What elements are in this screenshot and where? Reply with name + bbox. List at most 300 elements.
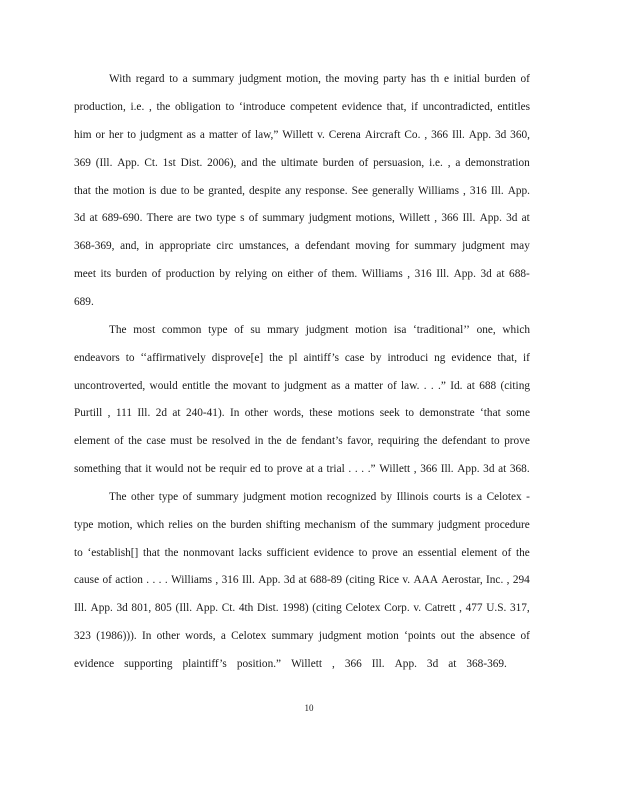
word: at <box>521 212 530 224</box>
word: , <box>148 101 152 113</box>
word: i.e. <box>429 157 443 169</box>
word: a <box>294 240 300 252</box>
word: to <box>264 463 274 475</box>
word: App. <box>394 658 417 670</box>
word: (Ill. <box>175 602 193 614</box>
word: or <box>95 129 105 141</box>
word: persuasion, <box>373 157 425 169</box>
word: , <box>434 212 438 224</box>
word: th <box>430 73 440 85</box>
word: motion <box>355 324 388 336</box>
word: at <box>498 463 507 475</box>
word: .” <box>367 463 376 475</box>
word: Willett <box>399 212 431 224</box>
word: the <box>164 547 179 559</box>
word: judgment <box>308 212 352 224</box>
word: mmary <box>267 324 300 336</box>
word: App. <box>195 602 219 614</box>
word: 688- <box>509 268 530 280</box>
word: at <box>89 212 98 224</box>
word: to <box>169 73 178 85</box>
word: motion, <box>97 519 133 531</box>
p3-line-5 <box>74 601 530 615</box>
word: other <box>131 491 155 503</box>
word: them. <box>331 268 358 280</box>
word: of <box>102 574 112 586</box>
word: to <box>405 407 414 419</box>
word: 240-41). <box>185 407 225 419</box>
word: cause <box>74 574 100 586</box>
word: production, <box>74 101 126 113</box>
word: 2006), <box>207 157 237 169</box>
word: on <box>271 268 283 280</box>
word: the <box>423 435 438 447</box>
word: (citing <box>312 602 342 614</box>
word: Purtill <box>74 407 103 419</box>
word: entitles <box>497 101 530 113</box>
word: 3d <box>494 129 507 141</box>
p2-line-4 <box>74 406 530 420</box>
word: appropriate <box>159 240 211 252</box>
word: , <box>447 157 451 169</box>
word: 323 <box>74 630 91 642</box>
word: 368. <box>509 463 530 475</box>
word: despite <box>248 185 281 197</box>
word: requiring <box>377 435 420 447</box>
word: 369 <box>74 157 91 169</box>
word: 368-369. <box>466 658 507 670</box>
word: a <box>199 129 205 141</box>
p1-line-2 <box>74 100 530 114</box>
word: (citing <box>500 380 530 392</box>
word: . <box>152 574 156 586</box>
word: either <box>287 268 314 280</box>
word: entitle <box>182 380 211 392</box>
p3-line-3 <box>74 546 530 560</box>
word: Catrett <box>424 602 456 614</box>
word: Ill. <box>440 463 454 475</box>
word: (citing <box>345 574 375 586</box>
word: ‘traditional’’ <box>413 324 470 336</box>
word: , <box>331 658 335 670</box>
word: App. <box>468 129 492 141</box>
word: There <box>146 212 173 224</box>
word: and, <box>120 240 140 252</box>
word: defendant <box>441 435 487 447</box>
word: 805 <box>154 602 172 614</box>
word: response. <box>305 185 348 197</box>
word: of <box>234 324 244 336</box>
word: In <box>141 630 152 642</box>
word: element <box>461 547 498 559</box>
word: . <box>146 574 150 586</box>
word: two <box>195 212 213 224</box>
word: action <box>115 574 143 586</box>
word: position.” <box>236 658 282 670</box>
word: of <box>114 435 124 447</box>
word: of <box>387 380 397 392</box>
p1-line-7 <box>74 239 530 253</box>
word: obligation <box>174 101 221 113</box>
word: v. <box>402 574 411 586</box>
word: With <box>109 73 132 85</box>
word: which <box>136 519 165 531</box>
word: mechanism <box>304 519 356 531</box>
word: 3d <box>506 212 518 224</box>
word: The <box>109 491 127 503</box>
word: 801, <box>131 602 152 614</box>
word: 316 <box>221 574 239 586</box>
word: at <box>496 268 505 280</box>
word: App. <box>479 212 502 224</box>
word: Rice <box>378 574 400 586</box>
word: . <box>348 463 352 475</box>
word: is <box>148 185 157 197</box>
word: i.e. <box>130 101 145 113</box>
word: Willett <box>379 463 411 475</box>
word: by <box>380 491 393 503</box>
word: introduci <box>387 352 429 364</box>
word: 366 <box>420 463 438 475</box>
word: 688-89 <box>310 574 343 586</box>
word: Ill. <box>371 658 385 670</box>
word: See <box>351 185 368 197</box>
word: judgment <box>284 380 327 392</box>
word: favor, <box>347 435 374 447</box>
word: the <box>269 352 283 364</box>
word: aintiff’s <box>303 352 340 364</box>
word: something <box>74 463 122 475</box>
word: a <box>182 73 188 85</box>
p1-line-9 <box>74 295 530 309</box>
word: prove <box>276 463 303 475</box>
word: as <box>331 380 341 392</box>
word: to <box>74 547 83 559</box>
word: of <box>520 73 530 85</box>
word: Ct. <box>144 157 158 169</box>
word: to <box>180 185 190 197</box>
word: him <box>74 129 92 141</box>
word: 294 <box>512 574 530 586</box>
p1-line-6 <box>74 211 530 225</box>
word: 360, <box>510 129 530 141</box>
word: the <box>214 380 229 392</box>
word: recognized <box>326 491 377 503</box>
word: in <box>144 240 154 252</box>
word: Ill. <box>462 212 476 224</box>
word: meet <box>74 268 96 280</box>
p3-line-2 <box>74 518 530 532</box>
word: 3d <box>116 602 128 614</box>
word: Ct. <box>221 602 236 614</box>
word: motions <box>337 407 375 419</box>
word: summary <box>414 240 457 252</box>
p2-line-2 <box>74 351 530 365</box>
word: 366 <box>431 129 449 141</box>
word: the <box>156 101 171 113</box>
word: uncontroverted, <box>74 380 146 392</box>
word: summary <box>391 519 434 531</box>
p1-line-4 <box>74 156 530 170</box>
word: for <box>395 240 409 252</box>
word: a <box>344 380 350 392</box>
word: of <box>248 212 259 224</box>
word: evidence <box>74 658 115 670</box>
word: , <box>407 268 411 280</box>
word: is <box>465 491 473 503</box>
word: the <box>128 435 142 447</box>
word: granted, <box>208 185 245 197</box>
word: prove <box>372 547 398 559</box>
word: Celotex <box>345 602 381 614</box>
word: 317, <box>509 602 530 614</box>
word: supporting <box>124 658 173 670</box>
word: ‘that <box>480 407 501 419</box>
word: Dist. <box>180 157 203 169</box>
word: competent <box>290 101 338 113</box>
word: evidence <box>313 547 354 559</box>
word: 368-369, <box>74 240 115 252</box>
word: some <box>506 407 530 419</box>
word: U.S. <box>486 602 507 614</box>
p3-line-1 <box>109 490 530 504</box>
word: AAA <box>413 574 438 586</box>
word: Ill. <box>490 185 504 197</box>
word: its <box>100 268 112 280</box>
word: that, <box>386 101 407 113</box>
word: 2d <box>155 407 167 419</box>
page-number: 10 <box>304 703 314 713</box>
word: 3d <box>483 463 495 475</box>
word: circ <box>216 240 234 252</box>
word: fendant’s <box>301 435 343 447</box>
word: production <box>165 268 215 280</box>
word: has <box>410 73 426 85</box>
word: 3d <box>74 212 86 224</box>
word: 688 <box>479 380 497 392</box>
p1-line-8 <box>74 267 530 281</box>
word: relies <box>168 519 193 531</box>
word: due <box>160 185 177 197</box>
word: summary <box>262 212 305 224</box>
word: the <box>262 157 277 169</box>
word: to <box>490 435 500 447</box>
word: words, <box>273 407 304 419</box>
word: ultimate <box>280 157 318 169</box>
word: any <box>284 185 302 197</box>
word: requir <box>219 463 247 475</box>
word: may <box>510 240 530 252</box>
p3-line-6 <box>74 629 530 643</box>
word: at <box>466 380 475 392</box>
word: App. <box>453 268 476 280</box>
word: 3d <box>480 268 492 280</box>
word: trial <box>326 463 345 475</box>
word: Ill. <box>137 407 151 419</box>
word: 4th <box>238 602 254 614</box>
word: type <box>208 324 228 336</box>
word: that <box>74 185 91 197</box>
word: disprove[e] <box>211 352 264 364</box>
word: Celotex <box>486 491 522 503</box>
word: , <box>424 129 428 141</box>
word: in <box>254 435 264 447</box>
word: Dist. <box>256 602 279 614</box>
word: v. <box>413 602 422 614</box>
word: judgment <box>305 324 349 336</box>
word: the <box>460 630 475 642</box>
word: s <box>240 212 245 224</box>
word: be <box>205 463 216 475</box>
word: Cerena <box>328 129 361 141</box>
word: . <box>354 463 358 475</box>
word: a <box>220 630 226 642</box>
word: one, <box>476 324 496 336</box>
word: of <box>241 129 252 141</box>
word: ‘points <box>404 630 436 642</box>
word: Illinois <box>396 491 429 503</box>
p2-line-6 <box>74 462 530 476</box>
word: Ill. <box>451 129 465 141</box>
word: procedure <box>484 519 530 531</box>
word: e <box>443 73 449 85</box>
word: initial <box>453 73 480 85</box>
word: resolved <box>211 435 251 447</box>
word: App. <box>117 157 140 169</box>
word: judgment <box>243 491 286 503</box>
word: Williams <box>361 268 403 280</box>
word: nonmovant <box>183 547 234 559</box>
p3-line-4 <box>74 573 530 587</box>
word: to <box>225 101 235 113</box>
word: , <box>459 602 462 614</box>
word: (1986))). <box>96 630 137 642</box>
word: must <box>170 435 193 447</box>
word: summary <box>192 73 235 85</box>
word: would <box>149 380 178 392</box>
word: The <box>109 324 127 336</box>
word: evidence <box>341 101 382 113</box>
word: be <box>196 435 208 447</box>
word: of <box>360 519 370 531</box>
p1-line-5 <box>74 184 530 198</box>
word: law. <box>401 380 420 392</box>
word: courts <box>432 491 461 503</box>
word: 689-690. <box>101 212 143 224</box>
word: moving <box>355 240 390 252</box>
word: are <box>177 212 192 224</box>
word: the <box>373 519 388 531</box>
word: that <box>143 547 160 559</box>
word: type <box>158 491 179 503</box>
word: sufficient <box>266 547 310 559</box>
word: 316 <box>414 268 432 280</box>
word: evidence <box>451 352 492 364</box>
word: to <box>125 352 135 364</box>
word: judgment <box>139 129 183 141</box>
word: Willett <box>291 658 322 670</box>
word: motion, <box>286 73 321 85</box>
word: ed <box>250 463 261 475</box>
word: to <box>358 547 368 559</box>
word: would <box>155 463 184 475</box>
word: motion <box>112 185 145 197</box>
word: 366 <box>344 658 362 670</box>
word: essential <box>417 547 457 559</box>
word: by <box>370 352 382 364</box>
word: judgment <box>318 630 362 642</box>
word: App. <box>507 185 530 197</box>
word: her <box>108 129 124 141</box>
word: matter <box>208 129 238 141</box>
word: Ill. <box>241 574 255 586</box>
word: . <box>158 574 162 586</box>
word: by <box>219 268 231 280</box>
word: , <box>413 463 417 475</box>
word: Inc. <box>486 574 504 586</box>
word: endeavors <box>74 352 120 364</box>
word: lacks <box>238 547 262 559</box>
word: on <box>196 519 209 531</box>
word: of <box>317 268 328 280</box>
word: demonstration <box>465 157 530 169</box>
word: pl <box>288 352 298 364</box>
word: . <box>164 574 168 586</box>
word: ‘establish[] <box>87 547 139 559</box>
p2-line-5 <box>74 434 530 448</box>
word: shifting <box>265 519 301 531</box>
word: Aircraft <box>364 129 401 141</box>
word: 366 <box>441 212 459 224</box>
word: motion <box>366 630 399 642</box>
word: words, <box>185 630 216 642</box>
word: su <box>250 324 261 336</box>
word: Williams <box>171 574 213 586</box>
word: type <box>74 519 94 531</box>
word: ng <box>434 352 446 364</box>
word: Co. <box>404 129 421 141</box>
word: prove <box>504 435 530 447</box>
word: as <box>186 129 196 141</box>
word: that, <box>497 352 518 364</box>
word: Williams <box>418 185 459 197</box>
word: party <box>383 73 407 85</box>
word: uncontradicted, <box>422 101 493 113</box>
word: of <box>182 491 193 503</box>
word: that <box>124 463 142 475</box>
word: 1998) <box>282 602 309 614</box>
word: element <box>74 435 110 447</box>
word: Id. <box>450 380 463 392</box>
word: 477 <box>465 602 483 614</box>
word: be <box>193 185 205 197</box>
word: motions, <box>355 212 395 224</box>
word: burden <box>484 73 516 85</box>
word: other <box>156 630 180 642</box>
word: of <box>501 547 512 559</box>
word: Ill. <box>436 268 450 280</box>
word: absence <box>479 630 516 642</box>
word: Willett <box>282 129 314 141</box>
word: Aerostar, <box>441 574 483 586</box>
word: and <box>241 157 258 169</box>
word: demonstrate <box>419 407 475 419</box>
word: if <box>523 352 530 364</box>
word: . <box>423 380 427 392</box>
word: out <box>440 630 456 642</box>
word: an <box>402 547 414 559</box>
word: motion <box>290 491 323 503</box>
